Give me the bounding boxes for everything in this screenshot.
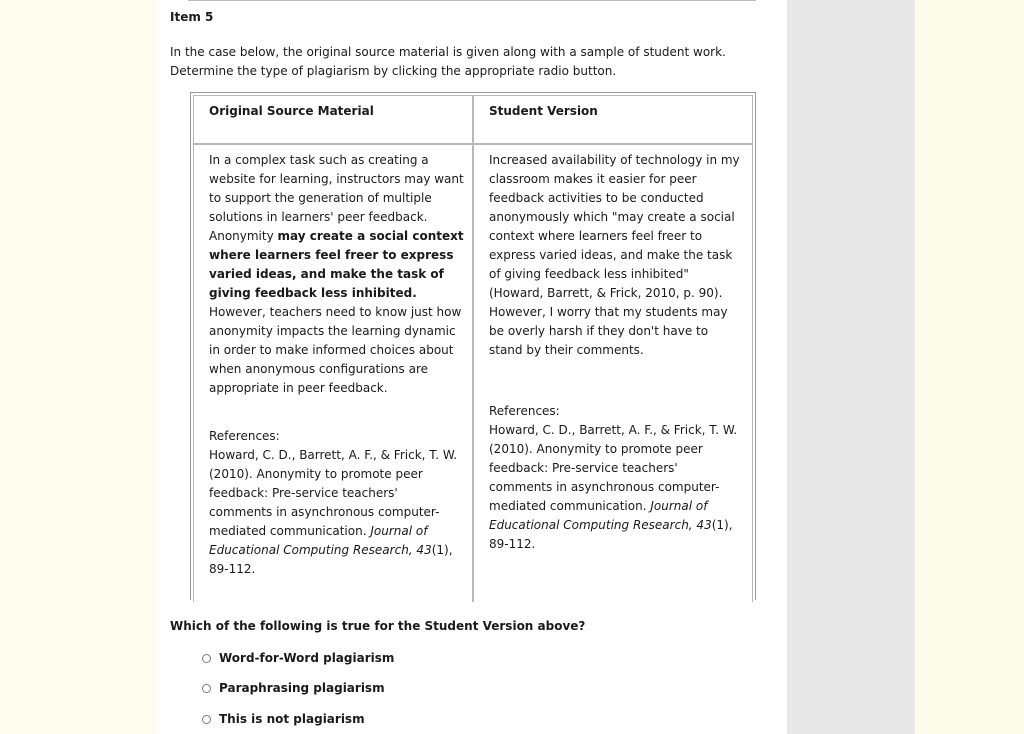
references-label: References: bbox=[209, 429, 280, 443]
instructions-line-1: In the case below, the original source material is given along with a sample of student work. bbox=[170, 45, 726, 59]
option-label[interactable]: Paraphrasing plagiarism bbox=[219, 681, 385, 695]
option-paraphrasing[interactable] bbox=[202, 680, 385, 696]
option-word-for-word[interactable] bbox=[202, 650, 394, 666]
original-header-cell bbox=[193, 95, 473, 144]
item-title: Item 5 bbox=[170, 10, 214, 24]
reference-issue: (1), 89-112. bbox=[489, 518, 733, 551]
original-text-bold: may create a social context where learners feel freer to express varied ideas, and make the task of giving feedback less inhibited. bbox=[209, 229, 464, 300]
original-references bbox=[209, 427, 464, 579]
original-text-part-1: In a complex task such as creating a website for learning, instructors may want to support the generation of multiple solutions in learners' peer feedback. Anonymity bbox=[209, 153, 464, 243]
radio-button[interactable] bbox=[202, 684, 211, 693]
option-label[interactable]: This is not plagiarism bbox=[219, 712, 365, 726]
radio-button[interactable] bbox=[202, 715, 211, 724]
original-text-part-2: However, teachers need to know just how anonymity impacts the learning dynamic in order to make informed choices about when anonymous configurations are appropriate in peer feedback. bbox=[209, 305, 462, 395]
reference-citation: Howard, C. D., Barrett, A. F., & Frick, T. W. (2010). Anonymity to promote peer feedback: Pre-service teachers' comments in asynchronous computer-mediated communication. bbox=[489, 423, 738, 513]
reference-citation: Howard, C. D., Barrett, A. F., & Frick, T. W. (2010). Anonymity to promote peer feedback: Pre-service teachers' comments in asynchronous computer-mediated communication. bbox=[209, 448, 458, 538]
question-text: Which of the following is true for the Student Version above? bbox=[170, 619, 586, 633]
reference-issue: (1), 89-112. bbox=[209, 543, 453, 576]
student-header: Student Version bbox=[489, 104, 598, 118]
student-version-cell bbox=[473, 144, 753, 602]
original-source-cell bbox=[193, 144, 473, 602]
student-references bbox=[489, 402, 744, 554]
option-label[interactable]: Word-for-Word plagiarism bbox=[219, 651, 395, 665]
top-divider bbox=[188, 0, 756, 1]
reference-journal: Journal of Educational Computing Research, 43 bbox=[489, 499, 712, 532]
original-source-text bbox=[209, 151, 464, 398]
original-header: Original Source Material bbox=[209, 104, 374, 118]
comparison-table bbox=[190, 92, 756, 600]
right-gray-margin bbox=[787, 0, 915, 734]
references-label: References: bbox=[489, 404, 560, 418]
student-version-text: Increased availability of technology in my classroom makes it easier for peer feedback activities to be conducted anonymously which "may create a social context where learners feel freer to express varied ideas, and make the task of giving feedback less inhibited" (Howard, Barrett, & Frick, 2010, p. 90). However, I worry that my students may be overly harsh if they don't have to stand by their comments. bbox=[489, 153, 740, 357]
radio-button[interactable] bbox=[202, 654, 211, 663]
instructions-line-2: Determine the type of plagiarism by clicking the appropriate radio button. bbox=[170, 64, 617, 78]
student-header-cell bbox=[473, 95, 753, 144]
reference-journal: Journal of Educational Computing Research, 43 bbox=[209, 524, 432, 557]
option-not-plagiarism[interactable] bbox=[202, 711, 365, 727]
instructions bbox=[170, 43, 770, 81]
left-margin bbox=[0, 0, 158, 734]
